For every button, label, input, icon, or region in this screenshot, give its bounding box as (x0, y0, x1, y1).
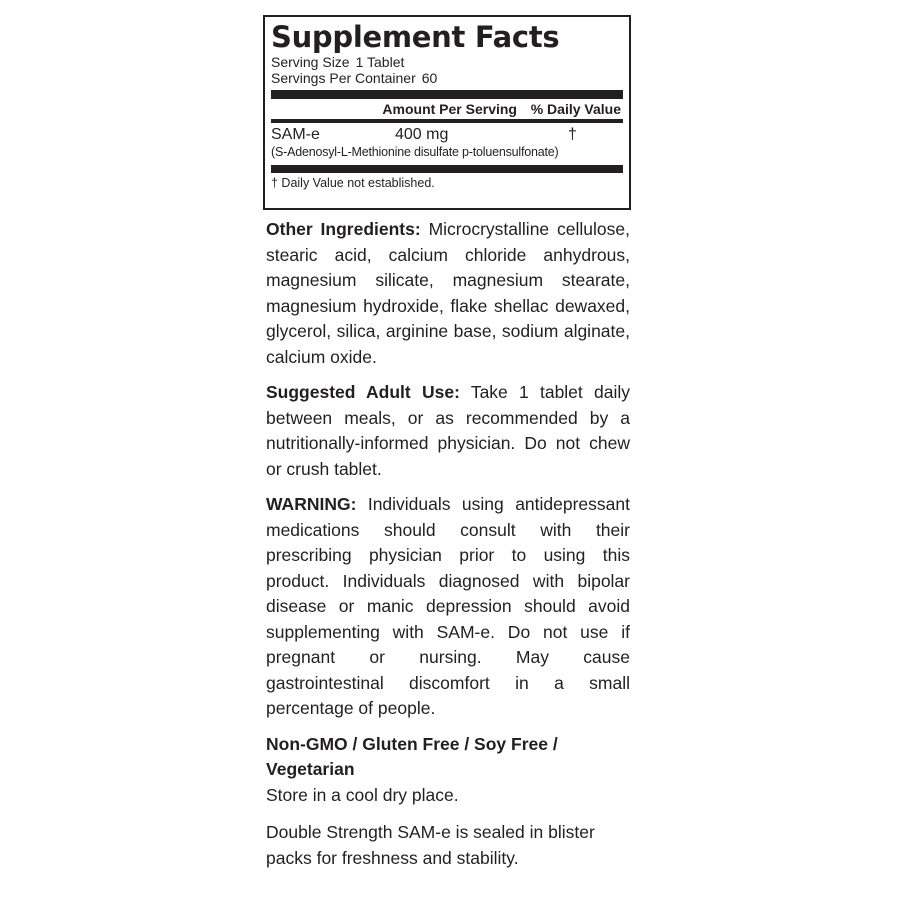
suggested-use-text: Take 1 tablet daily between meals, or as recommended by a nutritionally-informed physician. Do not chew or crush tablet. (266, 382, 630, 479)
suggested-use-paragraph (266, 380, 630, 482)
serving-size-label: Serving Size (271, 54, 350, 70)
other-ingredients-label: Other Ingredients: (266, 219, 421, 239)
servings-per-container-line (271, 70, 623, 86)
ingredient-amount: 400 mg (395, 126, 449, 143)
facts-title: Supplement Facts (271, 20, 560, 54)
daily-value-footnote: † Daily Value not established. (271, 176, 435, 190)
ingredient-row (271, 123, 623, 145)
storage-instructions: Store in a cool dry place. (266, 784, 459, 805)
dietary-claims: Non-GMO / Gluten Free / Soy Free / Vegetarian (266, 733, 558, 779)
warning-text: Individuals using antidepressant medications should consult with their prescribing physician prior to using this product. Individuals diagnosed with bipolar disease or manic depression should avoid supplementing with SAM-e. Do not use if pregnant or nursing. May cause gastrointestinal discomfort in a small percentage of people. (266, 494, 630, 718)
label-text-column (266, 217, 630, 881)
other-ingredients-text: Microcrystalline cellulose, stearic acid, calcium chloride anhydrous, magnesium silicate, magnesium stearate, magnesium hydroxide, flake shellac dewaxed, glycerol, silica, arginine base, sodium alginate, calcium oxide. (266, 219, 630, 367)
serving-size-value: 1 Tablet (355, 54, 405, 70)
warning-label: WARNING: (266, 494, 357, 514)
bottom-divider (271, 165, 623, 173)
servings-per-container-value: 60 (421, 70, 438, 86)
ingredient-name: SAM-e (271, 126, 320, 143)
supplement-facts-panel (263, 15, 631, 210)
warning-paragraph (266, 492, 630, 722)
servings-per-container-label: Servings Per Container (271, 70, 416, 86)
other-ingredients-paragraph (266, 217, 630, 370)
packaging-statement: Double Strength SAM-e is sealed in blister packs for freshness and stability. (266, 822, 595, 868)
suggested-use-label: Suggested Adult Use: (266, 382, 460, 402)
daily-value-header: % Daily Value (530, 101, 621, 117)
amount-per-serving-header: Amount Per Serving (382, 101, 517, 117)
ingredient-daily-value: † (568, 126, 577, 143)
column-header (271, 99, 623, 119)
thick-divider (271, 90, 623, 99)
serving-size-line (271, 54, 623, 70)
ingredient-chemical-name: (S-Adenosyl-L-Methionine disulfate p-toluensulfonate) (271, 145, 559, 159)
